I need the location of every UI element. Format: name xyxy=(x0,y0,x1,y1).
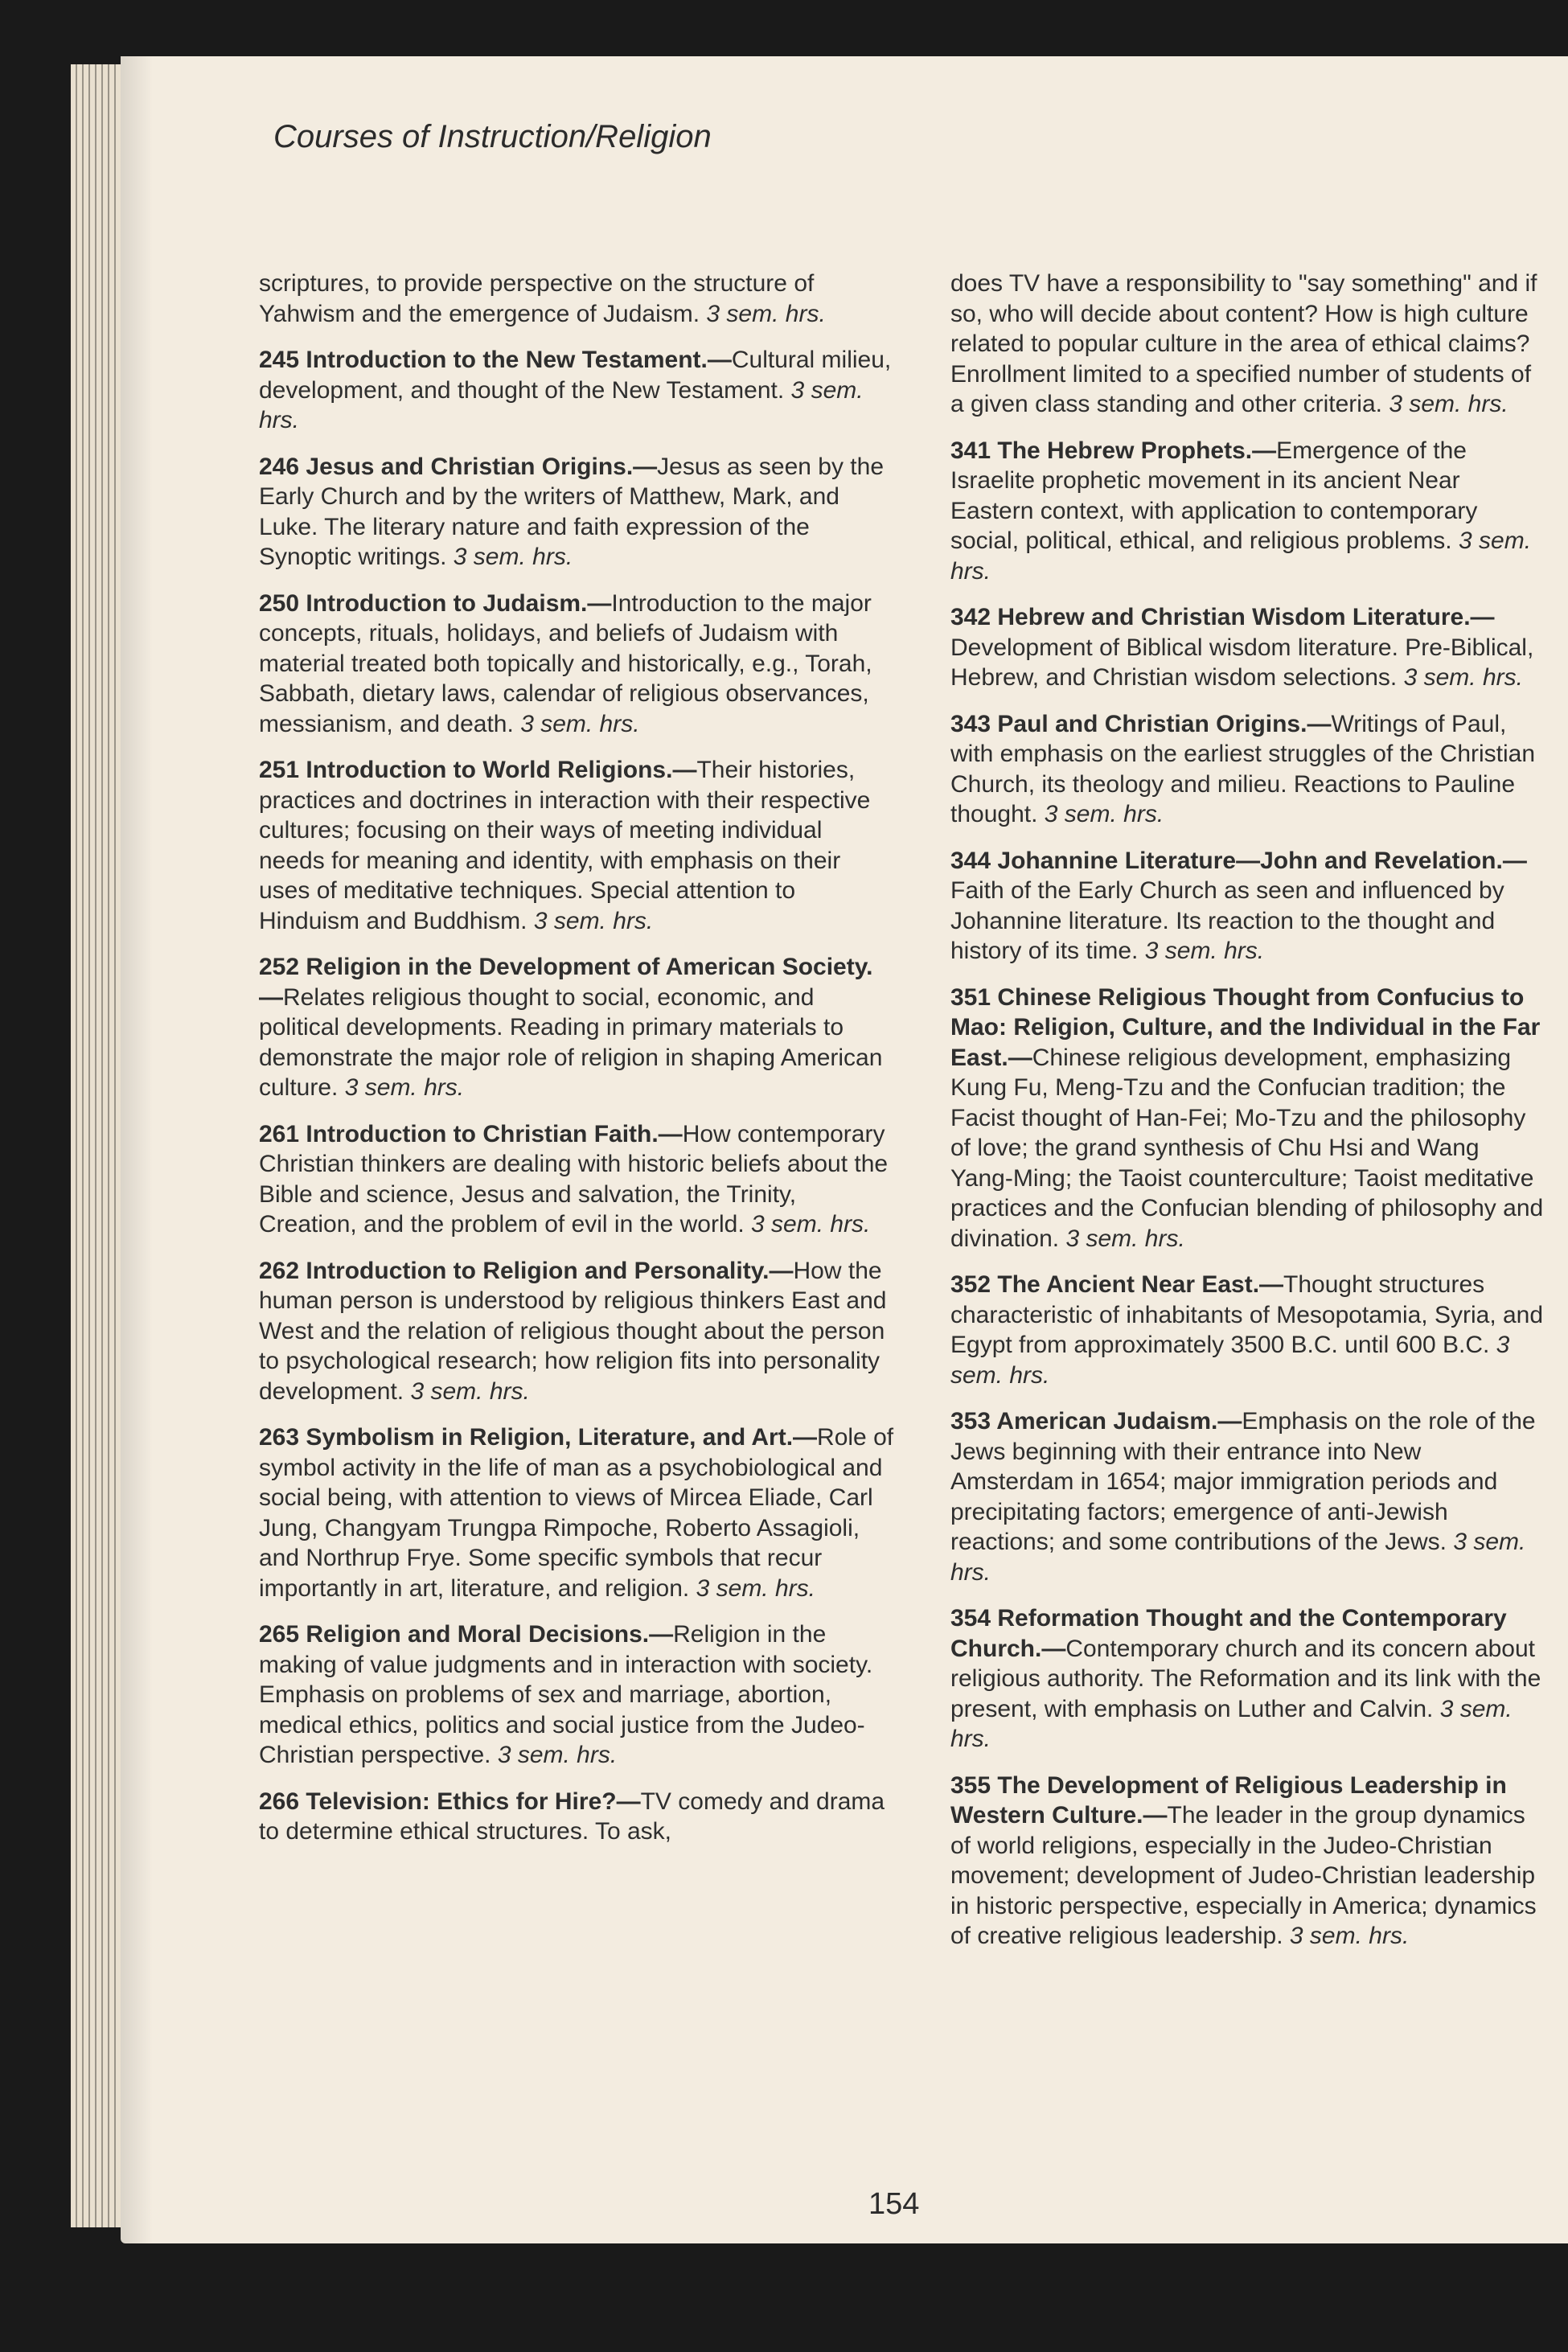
course-description: Writings of Paul, with emphasis on the earliest struggles of the Christian Church, its theology and milieu. Reactions to Pauline thought. xyxy=(950,710,1536,827)
course-title: 341 The Hebrew Prophets.— xyxy=(950,437,1277,464)
course-entry xyxy=(259,1619,894,1771)
course-credits: 3 sem. hrs. xyxy=(706,300,826,327)
course-entry xyxy=(950,269,1545,420)
course-entry xyxy=(259,269,894,329)
course-credits: 3 sem. hrs. xyxy=(1289,1923,1410,1949)
course-entry xyxy=(950,1771,1545,1952)
course-description: Cultural milieu, development, and thought of the New Testament. xyxy=(259,347,892,404)
course-title: 266 Television: Ethics for Hire?— xyxy=(259,1788,641,1815)
course-description: Emergence of the Israelite prophetic movement in its ancient Near Eastern context, with application to contemporary social, political, ethical, and religious problems. xyxy=(950,437,1478,554)
course-description: The leader in the group dynamics of world religions, especially in the Judeo-Christian movement; development of Judeo-Christian leadership in historic perspective, especially in America; dynamics of creative religious leadership. xyxy=(950,1802,1537,1949)
course-title: 354 Reformation Thought and the Contemporary Church.— xyxy=(950,1605,1507,1662)
course-title: 351 Chinese Religious Thought from Confucius to Mao: Religion, Culture, and the Individual in the Far East.— xyxy=(950,983,1541,1071)
course-credits: 3 sem. hrs. xyxy=(1065,1225,1185,1252)
course-title: 246 Jesus and Christian Origins.— xyxy=(259,453,658,480)
course-entry xyxy=(259,1422,894,1603)
course-description: Thought structures characteristic of inhabitants of Mesopotamia, Syria, and Egypt from approximately 3500 B.C. until 600 B.C. xyxy=(950,1271,1544,1358)
course-entry xyxy=(259,1119,894,1240)
course-description: Role of symbol activity in the life of man as a psychobiological and social being, with attention to views of Mircea Eliade, Carl Jung, Changyam Trungpa Rimpoche, Roberto Assagioli, and Northrup Frye. Some specific symbols that recur importantly in art, literature, and religion. xyxy=(259,1424,894,1602)
course-credits: 3 sem. hrs. xyxy=(950,1529,1526,1586)
course-description: How the human person is understood by religious thinkers East and West and the relation of religious thought about the person to psychological research; how religion fits into personality development. xyxy=(259,1257,887,1405)
course-description: How contemporary Christian thinkers are dealing with historic beliefs about the Bible and science, Jesus and salvation, the Trinity, Creation, and the problem of evil in the world. xyxy=(259,1120,889,1238)
course-entry xyxy=(950,983,1545,1254)
course-credits: 3 sem. hrs. xyxy=(520,710,640,737)
course-entry xyxy=(259,452,894,573)
left-column xyxy=(259,269,894,1863)
course-credits: 3 sem. hrs. xyxy=(259,376,864,433)
course-description: Chinese religious development, emphasizing Kung Fu, Meng-Tzu and the Confucian tradition; the Facist thought of Han-Fei; Mo-Tzu and the philosophy of love; the grand synthesis of Chu Hsi and Wang Yang-Ming; the Taoist counterculture; Taoist meditative practices and the Confucian blending of philosophy and divination. xyxy=(950,1044,1544,1252)
page-gutter-shadow xyxy=(121,56,153,2243)
course-credits: 3 sem. hrs. xyxy=(497,1742,618,1768)
course-description: Relates religious thought to social, economic, and political developments. Reading in primary materials to demonstrate the major role of religion in shaping American culture. xyxy=(259,983,883,1101)
course-entry xyxy=(259,755,894,936)
course-title: 251 Introduction to World Religions.— xyxy=(259,757,697,783)
course-title: 353 American Judaism.— xyxy=(950,1408,1242,1435)
course-credits: 3 sem. hrs. xyxy=(1144,938,1265,964)
course-title: 263 Symbolism in Religion, Literature, and Art.— xyxy=(259,1424,818,1451)
course-entry xyxy=(950,436,1545,587)
running-header: Courses of Instruction/Religion xyxy=(273,119,712,154)
course-credits: 3 sem. hrs. xyxy=(751,1211,871,1238)
course-entry xyxy=(950,1603,1545,1755)
course-entry xyxy=(259,589,894,740)
course-description: Faith of the Early Church as seen and influenced by Johannine literature. Its reaction to the thought and history of its time. xyxy=(950,877,1504,964)
course-credits: 3 sem. hrs. xyxy=(696,1574,815,1602)
course-description: TV comedy and drama to determine ethical structures. To ask, xyxy=(259,1788,885,1845)
course-title: 262 Introduction to Religion and Personality.— xyxy=(259,1257,794,1284)
course-description: Development of Biblical wisdom literature. Pre-Biblical, Hebrew, and Christian wisdom selections. xyxy=(950,634,1534,691)
course-entry xyxy=(259,1256,894,1407)
course-title: 252 Religion in the Development of American Society.— xyxy=(259,954,873,1011)
course-description: Contemporary church and its concern about religious authority. The Reformation and its link with the present, with emphasis on Luther and Calvin. xyxy=(950,1635,1541,1722)
page-number: 154 xyxy=(868,2187,920,2221)
course-description: Their histories, practices and doctrines in interaction with their respective cultures; focusing on their ways of meeting individual needs for meaning and identity, with emphasis on their uses of meditative techniques. Special attention to Hinduism and Buddhism. xyxy=(259,757,871,934)
course-entry xyxy=(259,1787,894,1847)
right-column xyxy=(950,269,1545,1968)
course-credits: 3 sem. hrs. xyxy=(1044,801,1164,827)
course-entry xyxy=(950,846,1545,967)
course-entry xyxy=(950,602,1545,693)
course-credits: 3 sem. hrs. xyxy=(950,527,1532,585)
course-title: 355 The Development of Religious Leadership in Western Culture.— xyxy=(950,1771,1507,1829)
course-title: 352 The Ancient Near East.— xyxy=(950,1271,1284,1298)
course-description: Emphasis on the role of the Jews beginning with their entrance into New Amsterdam in 1654; major immigration periods and precipitating factors; emergence of anti-Jewish reactions; and some contributions of the Jews. xyxy=(950,1408,1536,1555)
course-title: 342 Hebrew and Christian Wisdom Literature.— xyxy=(950,604,1495,630)
course-credits: 3 sem. hrs. xyxy=(344,1074,465,1101)
course-credits: 3 sem. hrs. xyxy=(533,907,654,934)
course-entry xyxy=(950,709,1545,830)
course-title: 265 Religion and Moral Decisions.— xyxy=(259,1621,674,1648)
course-entry xyxy=(950,1406,1545,1587)
course-credits: 3 sem. hrs. xyxy=(950,1332,1510,1389)
course-credits: 3 sem. hrs. xyxy=(453,544,573,570)
course-entry xyxy=(950,1270,1545,1390)
course-credits: 3 sem. hrs. xyxy=(1403,664,1523,691)
course-credits: 3 sem. hrs. xyxy=(1389,391,1508,417)
course-credits: 3 sem. hrs. xyxy=(950,1695,1513,1752)
course-description: scriptures, to provide perspective on the structure of Yahwism and the emergence of Judaism. xyxy=(259,270,815,327)
course-description: Introduction to the major concepts, rituals, holidays, and beliefs of Judaism with material treated both topically and historically, e.g., Torah, Sabbath, dietary laws, calendar of religious observances, messianism, and death. xyxy=(259,589,872,737)
course-description: Religion in the making of value judgments and in interaction with society. Emphasis on problems of sex and marriage, abortion, medical ethics, politics and social justice from the Judeo-Christian perspective. xyxy=(259,1621,873,1768)
course-title: 261 Introduction to Christian Faith.— xyxy=(259,1120,683,1147)
course-description: Jesus as seen by the Early Church and by the writers of Matthew, Mark, and Luke. The literary nature and faith expression of the Synoptic writings. xyxy=(259,453,885,570)
course-credits: 3 sem. hrs. xyxy=(410,1377,530,1405)
course-title: 245 Introduction to the New Testament.— xyxy=(259,347,732,373)
course-entry xyxy=(259,952,894,1103)
course-entry xyxy=(259,345,894,436)
course-title: 250 Introduction to Judaism.— xyxy=(259,589,612,617)
course-title: 343 Paul and Christian Origins.— xyxy=(950,710,1332,737)
course-description: does TV have a responsibility to "say something" and if so, who will decide about content? How is high culture related to popular culture in the area of ethical claims? Enrollment limited to a specified number of students of a given class standing and other criteria. xyxy=(950,270,1537,417)
course-title: 344 Johannine Literature—John and Revelation.— xyxy=(950,847,1527,874)
